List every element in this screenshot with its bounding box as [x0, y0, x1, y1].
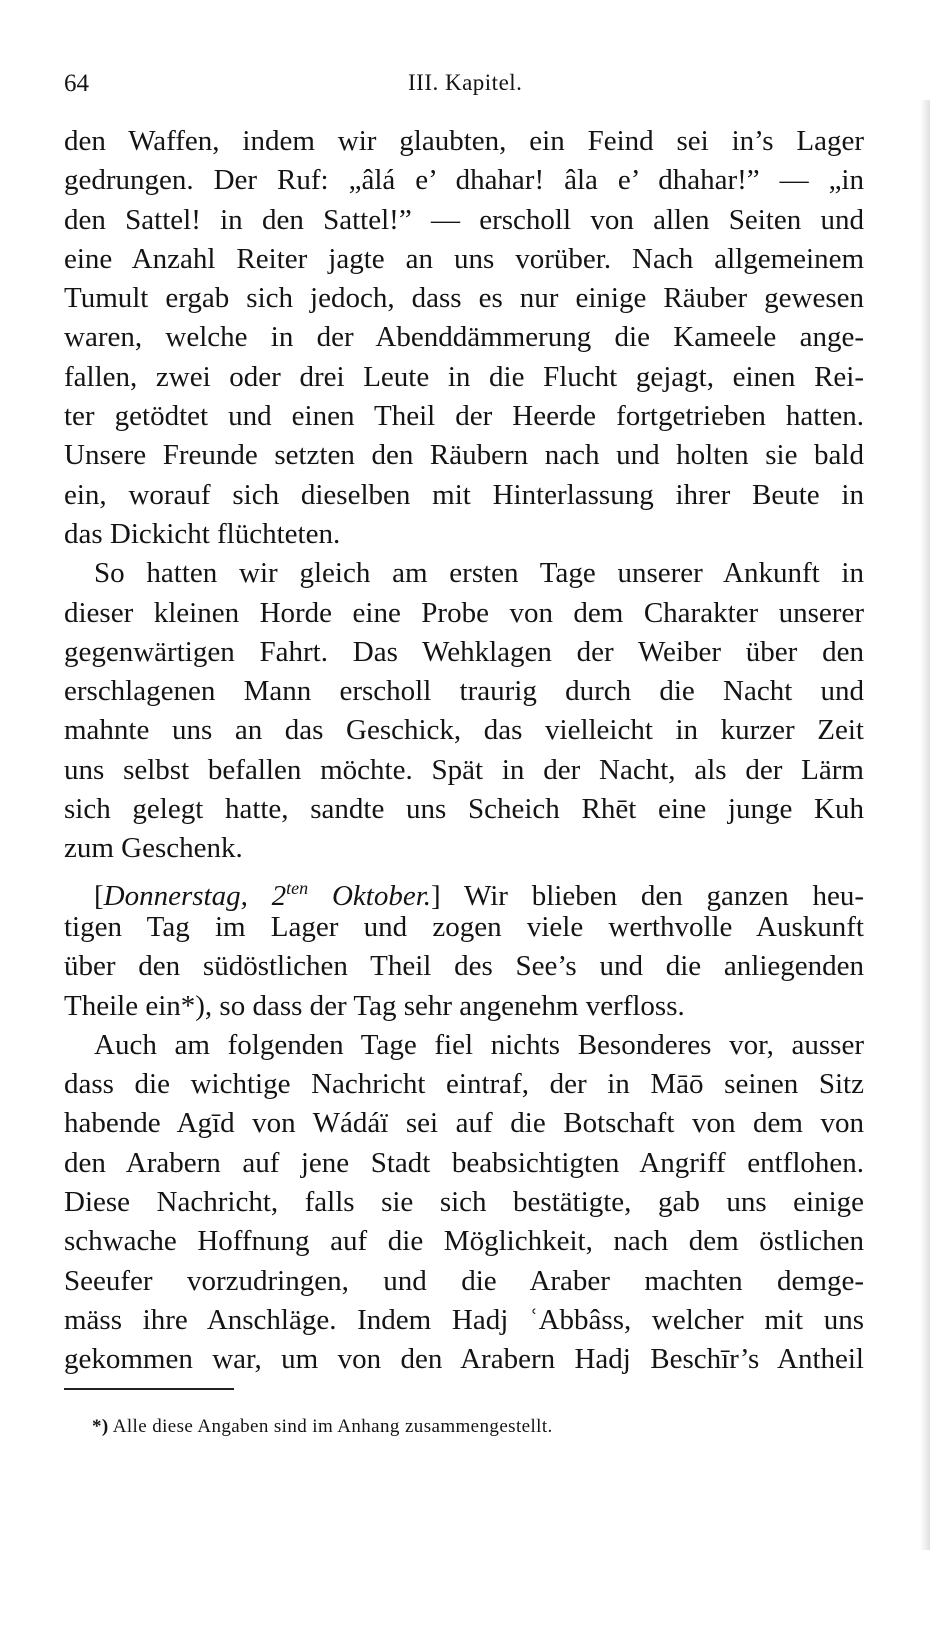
text-line: den Arabern auf jene Stadt beabsichtigten Angriff entflohen. — [64, 1146, 864, 1179]
text-line: fallen, zwei oder drei Leute in die Flucht gejagt, einen Rei- — [64, 360, 864, 393]
dated-line — [64, 869, 864, 912]
date-bracket-close: ] — [431, 879, 441, 912]
text-line: uns selbst befallen möchte. Spät in der Nacht, als der Lärm — [64, 753, 864, 786]
footnote-marker: *) — [92, 1416, 109, 1437]
footnote-rule — [64, 1388, 234, 1390]
paragraph-4 — [64, 1026, 864, 1380]
date-day: Donnerstag, 2 — [103, 879, 287, 912]
paragraph-3 — [64, 869, 864, 1026]
footnote — [92, 1416, 553, 1438]
text-line: mäss ihre Anschläge. Indem Hadj ʿAbbâss, welcher mit uns — [64, 1303, 864, 1336]
text-line: Auch am folgenden Tage fiel nichts Besonderes vor, ausser — [94, 1028, 864, 1061]
text-line: ter getödtet und einen Theil der Heerde fortgetrieben hatten. — [64, 400, 864, 433]
text-line: den Sattel! in den Sattel!” — erscholl von allen Seiten und — [64, 203, 864, 236]
text-line: eine Anzahl Reiter jagte an uns vorüber. Nach allgemeinem — [64, 242, 864, 275]
running-head: III. Kapitel. — [408, 70, 523, 95]
body-text — [64, 122, 864, 1380]
text-line: den Waffen, indem wir glaubten, ein Feind sei in’s Lager — [64, 125, 864, 157]
text-line: Diese Nachricht, falls sie sich bestätigte, gab uns einige — [64, 1186, 864, 1219]
text-line: waren, welche in der Abenddämmerung die Kameele ange- — [64, 321, 864, 354]
text-line: erschlagenen Mann erscholl traurig durch die Nacht und — [64, 675, 864, 708]
text-line: über den südöstlichen Theil des See’s und die anliegenden — [64, 950, 864, 983]
text-line: schwache Hoffnung auf die Möglichkeit, nach dem östlichen — [64, 1225, 864, 1258]
text-line: tigen Tag im Lager und zogen viele werthvolle Auskunft — [64, 910, 864, 943]
page-edge-shadow — [920, 100, 930, 1550]
paragraph-2 — [64, 554, 864, 868]
text-line: Theile ein*), so dass der Tag sehr angenehm verfloss. — [64, 989, 685, 1022]
text-line: sich gelegt hatte, sandte uns Scheich Rhēt eine junge Kuh — [64, 793, 864, 826]
dated-line-rest: Wir blieben den ganzen heu- — [440, 879, 864, 912]
text-line: ein, worauf sich dieselben mit Hinterlassung ihrer Beute in — [64, 478, 864, 511]
footnote-text: Alle diese Angaben sind im Anhang zusammengestellt. — [108, 1416, 553, 1437]
text-line: das Dickicht flüchteten. — [64, 517, 341, 550]
text-line: Unsere Freunde setzten den Räubern nach und holten sie bald — [64, 439, 864, 472]
date-month: Oktober. — [308, 879, 432, 912]
page-number: 64 — [64, 70, 89, 97]
text-line: zum Geschenk. — [64, 832, 243, 865]
text-line: gedrungen. Der Ruf: „âlá e’ dhahar! âla e’ dhahar!” — „in — [64, 164, 864, 197]
text-line: gegenwärtigen Fahrt. Das Wehklagen der Weiber über den — [64, 635, 864, 668]
date-superscript: ten — [286, 877, 309, 898]
text-line: Tumult ergab sich jedoch, dass es nur einige Räuber gewesen — [64, 282, 864, 315]
text-line: mahnte uns an das Geschick, das vielleicht in kurzer Zeit — [64, 714, 864, 747]
text-line: So hatten wir gleich am ersten Tage unserer Ankunft in — [94, 557, 864, 590]
page-header — [64, 70, 864, 110]
text-line: dieser kleinen Horde eine Probe von dem Charakter unserer — [64, 596, 864, 629]
text-line: gekommen war, um von den Arabern Hadj Beschīr’s Antheil — [64, 1343, 864, 1376]
text-line: habende Agīd von Wádáï sei auf die Botschaft von dem von — [64, 1107, 864, 1140]
date-bracket-open: [ — [94, 879, 104, 912]
text-line: dass die wichtige Nachricht eintraf, der in Māō seinen Sitz — [64, 1068, 864, 1101]
text-line: Seeufer vorzudringen, und die Araber machten demge- — [64, 1264, 864, 1297]
paragraph-1 — [64, 122, 864, 554]
